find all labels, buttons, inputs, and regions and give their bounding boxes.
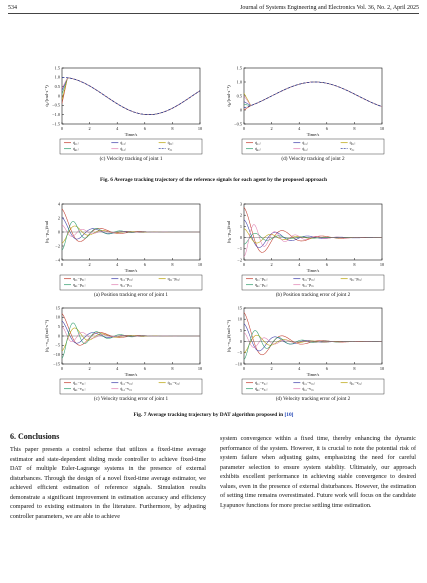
- fig6-panel-c: [40, 62, 210, 172]
- y-tick-label: 0.5: [54, 84, 60, 90]
- y-tick-label: 0: [239, 235, 242, 240]
- y-tick-label: 3: [239, 201, 242, 207]
- x-tick-label: 6: [325, 262, 328, 267]
- legend-entry: q₅₂−p₀₂: [302, 283, 314, 287]
- x-tick-label: 4: [116, 366, 119, 371]
- series-line-agent-2: [244, 220, 382, 248]
- y-tick-label: −10: [53, 352, 60, 358]
- x-tick-label: 0: [242, 262, 246, 267]
- legend-entry: q̇₂₁;: [120, 141, 127, 145]
- legend-entry: v₀₁: [167, 147, 173, 151]
- x-tick-label: 10: [197, 366, 203, 371]
- panel-caption: (d) Velocity tracking of joint 2: [281, 156, 345, 162]
- y-tick-label: −1: [237, 246, 242, 252]
- legend-box: [242, 139, 384, 154]
- y-tick-label: −10: [235, 361, 242, 367]
- legend-entry: q̇₅₁;: [120, 147, 127, 151]
- x-tick-label: 6: [325, 126, 328, 131]
- panel-caption: (c) Velocity tracking of joint 1: [99, 156, 163, 162]
- y-tick-label: 1.0: [54, 74, 60, 80]
- legend-entry: q̇₁₂;: [255, 141, 261, 145]
- running-header: Journal of Systems Engineering and Electronics Vol. 36, No. 2, April 2025: [240, 5, 419, 11]
- x-tick-label: 8: [171, 262, 174, 267]
- conclusion-paragraph-right: system convergence within a fixed time, thereby enhancing the dynamic performance of the system. However, it is crucial to note the potential risk of system failure when adjusting gains, emphasizing the need for careful parameter selection to ensure system stability. Ultimately, our approach exhibits excellent performance in achieving stable convergence to desired values, even in the presence of external disturbances. However, the estimation of setting time remains overestimated. Future work will focus on the candidate Lyapunov functions for more precise settling time estimation.: [220, 436, 416, 509]
- left-column: [10, 446, 206, 522]
- x-tick-label: 10: [197, 126, 203, 131]
- panel-caption: (a) Position tracking error of joint 1: [93, 292, 169, 298]
- right-column: [220, 435, 416, 511]
- legend-entry: q̇₃₁;: [167, 141, 174, 145]
- y-tick-label: −1.0: [52, 112, 60, 118]
- x-tick-label: 6: [325, 366, 328, 371]
- y-tick-label: 0: [57, 93, 60, 99]
- x-tick-label: 4: [298, 262, 301, 267]
- x-tick-label: 4: [298, 126, 301, 131]
- legend-entry: q₄₂−p₀₂;: [255, 283, 268, 287]
- panel-caption: (b) Position tracking error of joint 2: [275, 292, 351, 298]
- x-tick-label: 6: [143, 366, 146, 371]
- legend-entry: q̇₃₂−v₀₂;: [349, 381, 363, 385]
- panel-caption: (d) Velocity tracking error of joint 2: [275, 396, 351, 402]
- y-tick-label: 4: [57, 201, 60, 207]
- panel-caption: (c) Velocity tracking error of joint 1: [93, 396, 169, 402]
- series-line-agent-5: [62, 78, 200, 115]
- fig7-citation-link[interactable]: [10]: [284, 412, 294, 418]
- y-tick-label: 2: [57, 215, 60, 221]
- legend-box: [60, 139, 202, 154]
- y-tick-label: 10: [237, 316, 242, 322]
- y-tick-label: 1: [239, 223, 242, 229]
- series-line-agent-4: [62, 323, 200, 358]
- legend-entry: q₃₁−p₀₁;: [167, 277, 181, 281]
- x-tick-label: 8: [353, 126, 356, 131]
- y-tick-label: 10: [55, 314, 60, 320]
- page-number: 534: [8, 5, 17, 11]
- x-tick-label: 4: [116, 262, 119, 267]
- y-axis-label: q̇₁/(rad·s⁻¹): [44, 85, 49, 107]
- legend-entry: q̇₃₁−v₀₁;: [167, 381, 181, 385]
- series-line-agent-4: [244, 331, 382, 360]
- y-tick-label: −2: [55, 243, 60, 249]
- legend-entry: q̇₁₂−v₀₂;: [255, 381, 268, 385]
- series-line-agent-2: [62, 321, 200, 343]
- legend-entry: q̇₅₂;: [302, 147, 309, 151]
- fig7-panel-b: [222, 198, 392, 306]
- y-axis-label: (q̇₁−v₀₁)/(rad·s⁻¹): [44, 319, 49, 353]
- fig7-caption-text: Fig. 7 Average tracking trajectory by DAT algorithm proposed in: [133, 412, 284, 418]
- x-tick-label: 10: [197, 262, 203, 267]
- series-line-agent-1: [244, 82, 382, 110]
- x-tick-label: 2: [270, 262, 273, 267]
- x-tick-label: 2: [88, 126, 91, 131]
- y-tick-label: −0.5: [234, 121, 242, 127]
- legend-entry: q₅₁−p₀₁: [120, 283, 132, 287]
- legend-entry: q̇₅₁−v₀₁: [120, 387, 132, 391]
- x-tick-label: 0: [242, 126, 246, 131]
- legend-entry: q̇₂₂;: [302, 141, 309, 145]
- y-tick-label: 1.0: [236, 79, 242, 85]
- x-tick-label: 10: [379, 366, 385, 371]
- legend-entry: q̇₂₂−v₀₂;: [302, 381, 315, 385]
- x-axis-label: Time/s: [124, 268, 138, 273]
- legend-entry: q₁₁−p₀₁;: [73, 277, 86, 281]
- x-tick-label: 0: [242, 366, 246, 371]
- x-tick-label: 8: [353, 262, 356, 267]
- series-line-agent-1: [244, 207, 382, 252]
- y-tick-label: 5: [239, 327, 242, 333]
- series-line-agent-1: [62, 78, 200, 115]
- series-line-reference: [244, 82, 382, 108]
- legend-entry: q₃₂−p₀₂;: [349, 277, 363, 281]
- series-line-agent-1: [62, 209, 200, 242]
- fig6-caption: Fig. 6 Average tracking trajectory of the reference signals for each agent by the proposed approach: [100, 177, 327, 183]
- series-line-agent-4: [244, 82, 382, 107]
- y-axis-label: (q₂−p₀₂)/rad: [226, 220, 231, 244]
- y-axis-label: (q₁−p₀₁)/rad: [44, 220, 49, 244]
- y-tick-label: −4: [55, 257, 60, 263]
- legend-entry: q₂₂−p₀₂;: [302, 277, 315, 281]
- x-tick-label: 6: [143, 126, 146, 131]
- series-line-agent-4: [62, 78, 200, 115]
- y-tick-label: 5: [57, 324, 60, 330]
- x-axis-label: Time/s: [306, 372, 320, 377]
- legend-entry: q̇₄₂;: [255, 147, 261, 151]
- x-axis-label: Time/s: [306, 132, 320, 137]
- series-line-agent-1: [244, 312, 382, 354]
- fig7-panel-c: [40, 302, 210, 412]
- legend-entry: q̇₂₁−v₀₁;: [120, 381, 133, 385]
- x-tick-label: 0: [60, 126, 64, 131]
- plot-frame: [244, 68, 382, 124]
- series-line-reference: [62, 77, 200, 114]
- x-tick-label: 8: [171, 366, 174, 371]
- legend-entry: q̇₄₂−v₀₂;: [255, 387, 268, 391]
- series-line-agent-5: [244, 225, 382, 257]
- fig7-panel-d: [222, 302, 392, 412]
- legend-entry: q₂₁−p₀₁;: [120, 277, 133, 281]
- legend-entry: v₀₂: [349, 147, 355, 151]
- x-tick-label: 8: [353, 366, 356, 371]
- series-line-agent-1: [62, 314, 200, 346]
- x-tick-label: 2: [88, 366, 91, 371]
- y-tick-label: 0: [57, 333, 60, 339]
- series-line-agent-5: [62, 225, 200, 236]
- series-line-agent-2: [62, 78, 200, 115]
- legend-entry: q̇₅₂−v₀₂: [302, 387, 314, 391]
- x-axis-label: Time/s: [306, 268, 320, 273]
- series-line-agent-3: [244, 82, 382, 107]
- header-rule: [8, 13, 419, 14]
- y-tick-label: 0: [239, 339, 242, 344]
- y-tick-label: −1.5: [52, 121, 60, 127]
- y-tick-label: 15: [55, 305, 60, 311]
- x-tick-label: 10: [379, 126, 385, 131]
- y-tick-label: 15: [237, 305, 242, 311]
- legend-entry: q̇₄₁;: [73, 147, 79, 151]
- plot-frame: [62, 68, 200, 124]
- conclusion-paragraph-left: This paper presents a control scheme that utilizes a fixed-time average estimator and state-dependent sliding mode controller to achieve fixed-time DAT of multiple Euler-Lagrange systems in the presence of external disturbances. Through the design of a novel fixed-time average estimator, we achieved efficient estimation of reference signals. Simulation results demonstrate a significant improvement in estimation accuracy and efficiency compared to existing estimators in the literature. Furthermore, by adjusting controller parameters, we are able to achieve: [10, 447, 206, 520]
- x-tick-label: 2: [270, 366, 273, 371]
- fig7-caption: [0, 412, 427, 418]
- x-tick-label: 8: [171, 126, 174, 131]
- y-tick-label: −15: [53, 361, 60, 367]
- x-tick-label: 10: [379, 262, 385, 267]
- series-line-agent-5: [244, 333, 382, 348]
- legend-entry: q̇₁₁;: [73, 141, 79, 145]
- series-line-agent-2: [244, 82, 382, 107]
- y-tick-label: 1.5: [54, 65, 60, 71]
- legend-entry: q̇₁₁−v₀₁;: [73, 381, 86, 385]
- x-axis-label: Time/s: [124, 372, 138, 377]
- section-title: 6. Conclusions: [10, 432, 60, 441]
- plot-frame: [244, 308, 382, 364]
- legend-entry: q₁₂−p₀₂;: [255, 277, 268, 281]
- series-line-agent-3: [244, 229, 382, 243]
- series-line-agent-5: [244, 82, 382, 107]
- y-tick-label: −5: [237, 350, 242, 356]
- y-tick-label: 0: [239, 107, 242, 113]
- x-tick-label: 0: [60, 366, 64, 371]
- y-tick-label: 1.5: [236, 65, 242, 71]
- x-axis-label: Time/s: [124, 132, 138, 137]
- y-tick-label: 2: [239, 212, 242, 218]
- y-tick-label: −0.5: [52, 102, 60, 108]
- y-tick-label: −5: [55, 342, 60, 348]
- fig7-panel-a: [40, 198, 210, 306]
- x-tick-label: 2: [270, 126, 273, 131]
- x-tick-label: 2: [88, 262, 91, 267]
- y-axis-label: q̇₂/(rad·s⁻¹): [226, 85, 231, 107]
- legend-entry: q₄₁−p₀₁;: [73, 283, 86, 287]
- series-line-agent-2: [62, 217, 200, 239]
- fig6-panel-d: [222, 62, 392, 172]
- legend-entry: q̇₃₂;: [349, 141, 356, 145]
- y-tick-label: 0.5: [236, 93, 242, 99]
- series-line-agent-3: [62, 78, 200, 115]
- legend-entry: q̇₄₁−v₀₁;: [73, 387, 86, 391]
- x-tick-label: 4: [298, 366, 301, 371]
- x-tick-label: 0: [60, 262, 64, 267]
- x-tick-label: 6: [143, 262, 146, 267]
- y-tick-label: 0: [57, 229, 60, 235]
- x-tick-label: 4: [116, 126, 119, 131]
- y-axis-label: (q̇₂−v₀₂)/(rad·s⁻¹): [226, 319, 231, 353]
- y-tick-label: −2: [237, 257, 242, 263]
